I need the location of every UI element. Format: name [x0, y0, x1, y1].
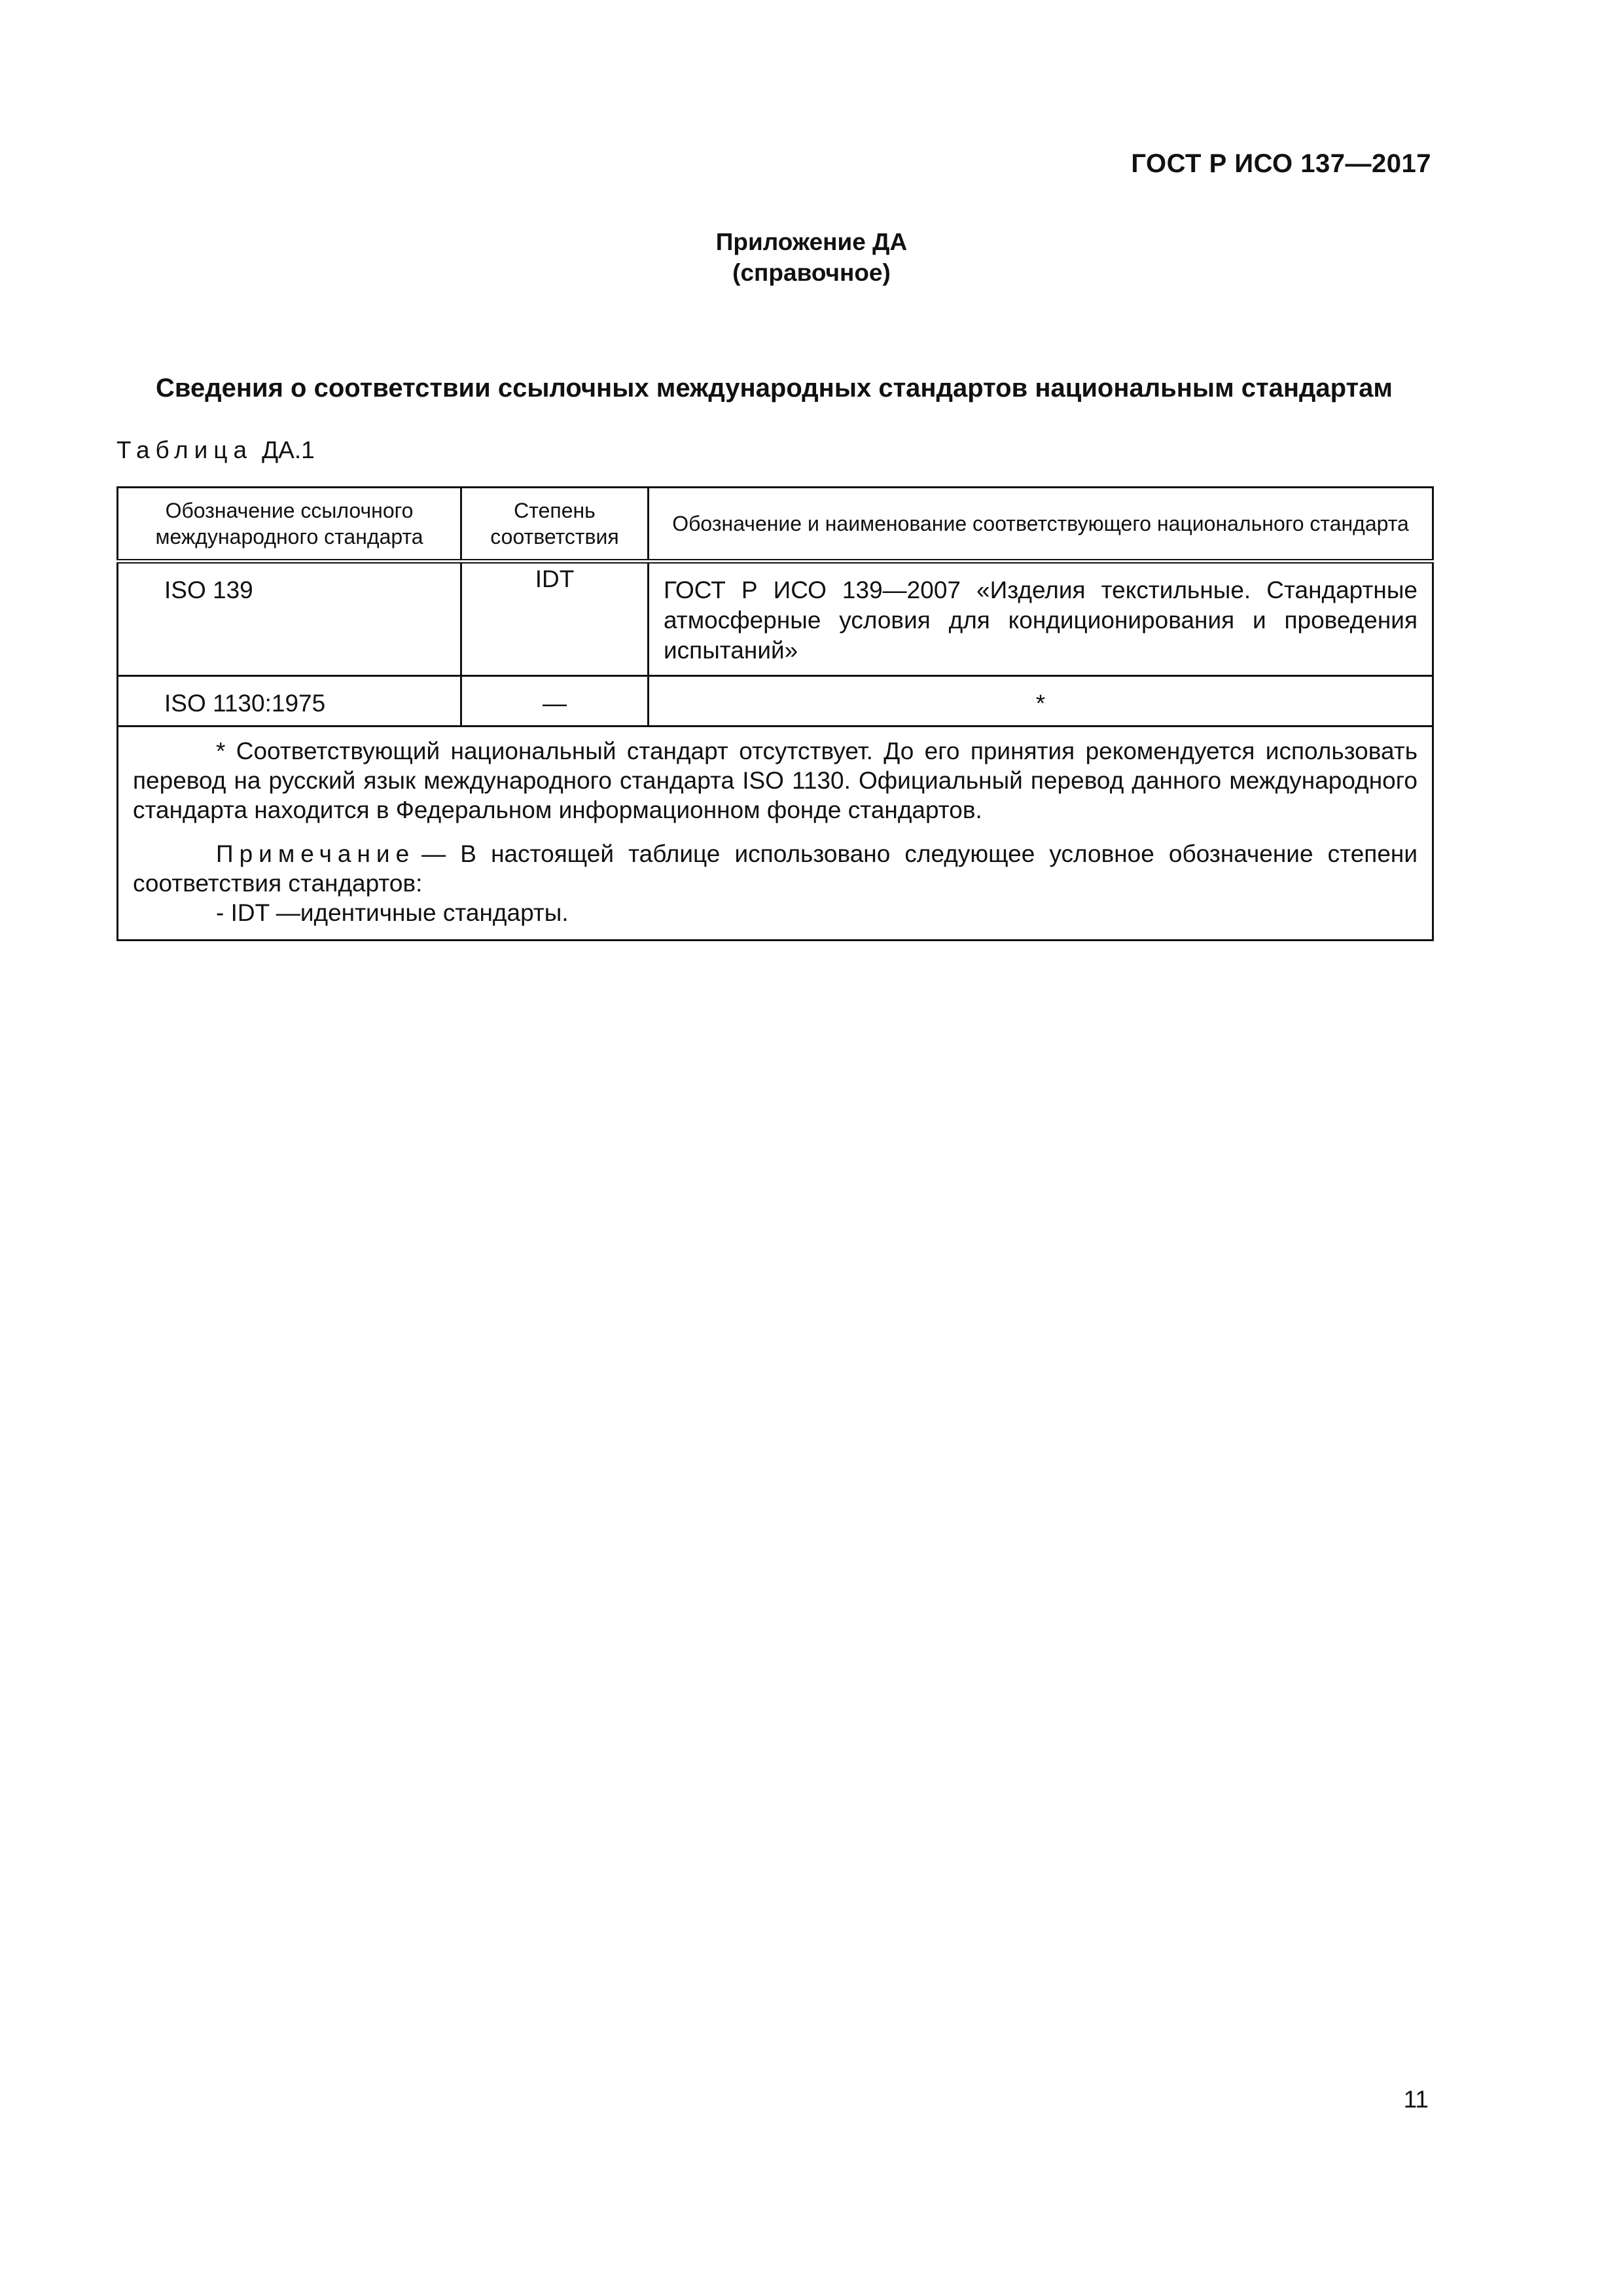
- column-header-degree: Степень соответствия: [461, 488, 649, 562]
- table-row: [118, 676, 1433, 726]
- column-header-national: Обозначение и наименование соответствующего национального стандарта: [649, 488, 1433, 562]
- cell-national-standard: *: [649, 676, 1433, 726]
- table-notes: [118, 726, 1433, 941]
- appendix-heading: [0, 226, 1623, 288]
- standards-table: [116, 486, 1434, 941]
- table-caption-word: Таблица: [116, 437, 253, 463]
- note-label: Примечание: [216, 840, 416, 867]
- document-number: ГОСТ Р ИСО 137—2017: [1131, 149, 1431, 178]
- table-caption-number: ДА.1: [262, 437, 315, 463]
- note-text: — В настоящей таблице использовано следующее условное обозначение степени соответствия стандартов:: [133, 840, 1418, 897]
- appendix-kind: (справочное): [732, 259, 891, 286]
- table-caption: [116, 437, 315, 464]
- cell-national-standard: ГОСТ Р ИСО 139—2007 «Изделия текстильные. Стандартные атмосферные условия для кондиционирования и проведения испытаний»: [649, 562, 1433, 676]
- cell-degree: IDT: [461, 562, 649, 676]
- cell-international-code: ISO 139: [118, 562, 461, 676]
- note-list-item: - IDT —идентичные стандарты.: [216, 899, 569, 926]
- table-header-row: [118, 488, 1433, 562]
- appendix-title: Приложение ДА: [715, 228, 908, 255]
- section-title: Сведения о соответствии ссылочных международных стандартов национальным стандартам: [156, 374, 1393, 403]
- table-notes-row: [118, 726, 1433, 941]
- table-footnote: * Соответствующий национальный стандарт отсутствует. До его принятия рекомендуется использовать перевод на русский язык международного стандарта ISO 1130. Официальный перевод данного международного стандарта находится в Федеральном информационном фонде стандартов.: [133, 738, 1418, 823]
- column-header-international: Обозначение ссылочного международного стандарта: [118, 488, 461, 562]
- table-row: [118, 562, 1433, 676]
- table-note: [133, 839, 1418, 898]
- page-number: 11: [1403, 2086, 1429, 2113]
- cell-international-code: ISO 1130:1975: [118, 676, 461, 726]
- cell-degree: —: [461, 676, 649, 726]
